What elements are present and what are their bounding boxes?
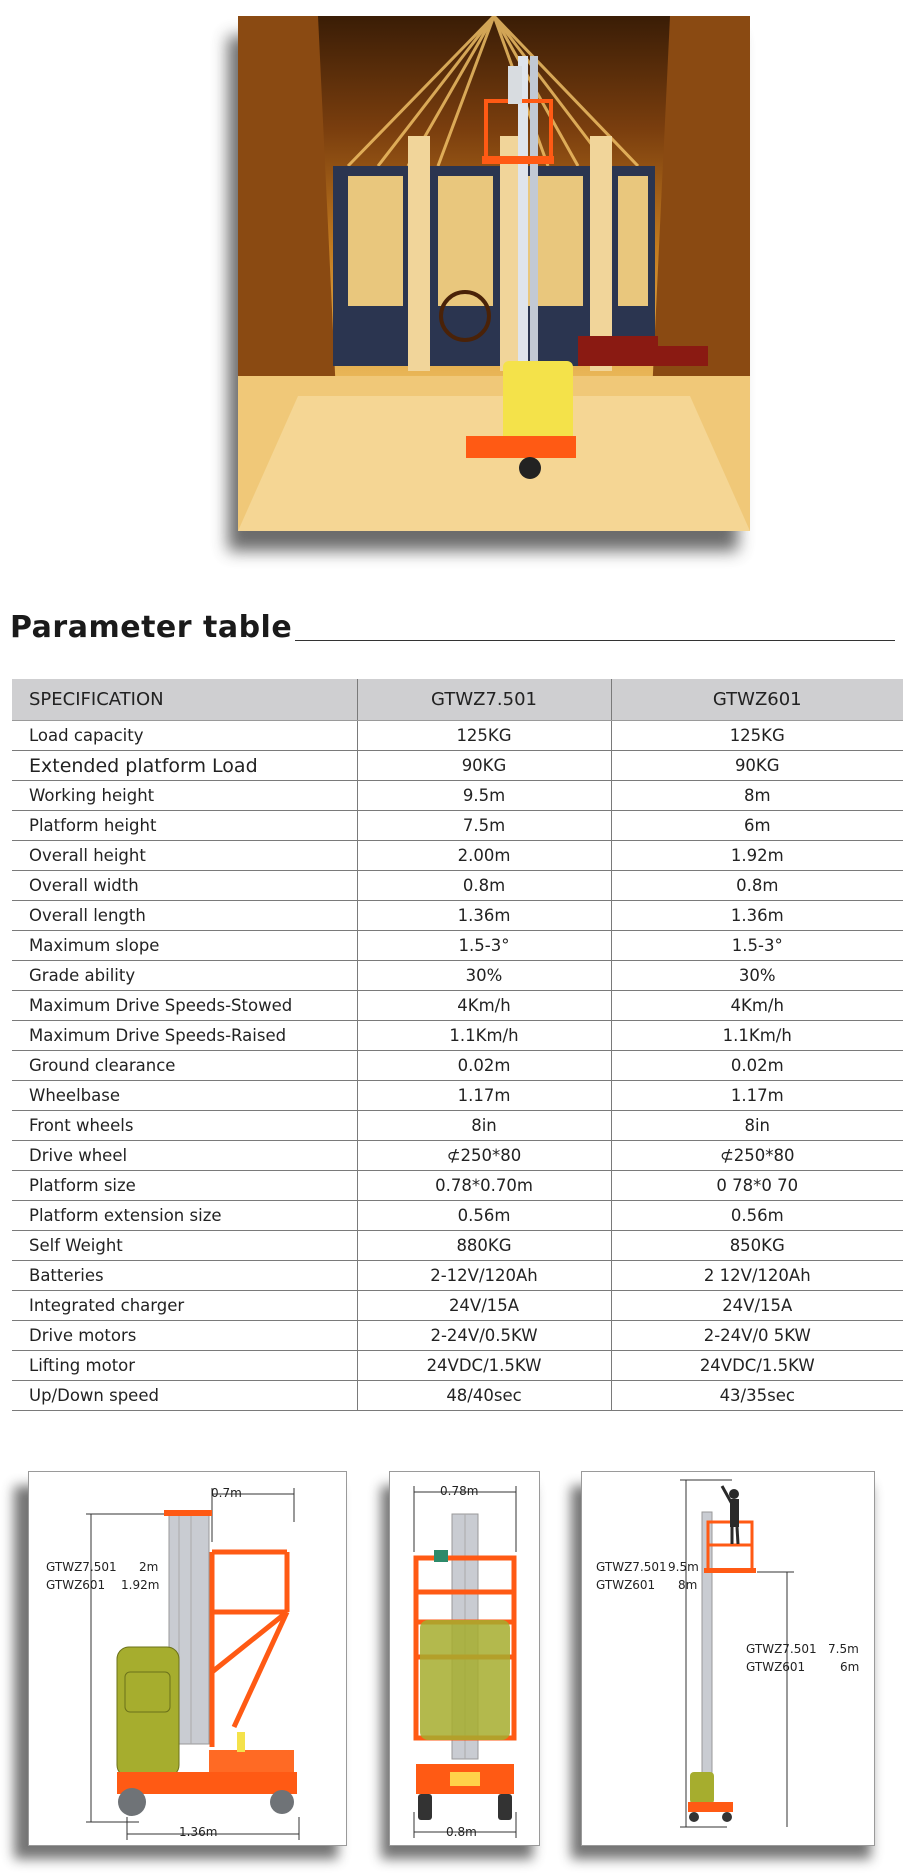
table-header-row [12, 679, 903, 721]
raised-view-platform-model-1-label: GTWZ7.501 [746, 1642, 817, 1656]
spec-name-cell: Up/Down speed [12, 1381, 357, 1411]
table-row [12, 901, 903, 931]
spec-name-cell: Maximum slope [12, 931, 357, 961]
table-row [12, 1141, 903, 1171]
raised-view-working-model-1-value: 9.5m [668, 1560, 699, 1574]
raised-view-platform-model-2-value: 6m [840, 1660, 860, 1674]
model-1-value-cell: 24VDC/1.5KW [357, 1351, 611, 1381]
table-row [12, 721, 903, 751]
spec-name-cell: Extended platform Load [12, 751, 357, 781]
model-2-value-cell: 30% [611, 961, 903, 991]
model-1-value-cell: 0.56m [357, 1201, 611, 1231]
model-2-value-cell: 850KG [611, 1231, 903, 1261]
model-2-value-cell: 0.02m [611, 1051, 903, 1081]
raised-view-platform-model-1-value: 7.5m [828, 1642, 859, 1656]
page-title: Parameter table [10, 610, 293, 645]
model-2-value-cell: 90KG [611, 751, 903, 781]
table-row [12, 751, 903, 781]
lobby-scene-illustration [238, 16, 750, 531]
table-row [12, 931, 903, 961]
spec-name-cell: Wheelbase [12, 1081, 357, 1111]
front-view-platform-width-label: 0.78m [440, 1484, 479, 1498]
column-header-model-1: GTWZ7.501 [357, 679, 611, 721]
table-row [12, 1291, 903, 1321]
model-2-value-cell: 1.92m [611, 841, 903, 871]
table-row [12, 871, 903, 901]
side-view-model-2-value: 1.92m [121, 1578, 160, 1592]
side-view-model-1-value: 2m [139, 1560, 159, 1574]
model-2-value-cell: 1.1Km/h [611, 1021, 903, 1051]
model-1-value-cell: 1.1Km/h [357, 1021, 611, 1051]
spec-name-cell: Overall width [12, 871, 357, 901]
model-2-value-cell: 1.17m [611, 1081, 903, 1111]
side-view-machine-illustration [29, 1472, 346, 1845]
parameter-table [12, 679, 903, 1411]
raised-view-drawing [581, 1471, 875, 1846]
table-row [12, 1021, 903, 1051]
side-view-width-label: 0.7m [211, 1486, 242, 1500]
spec-name-cell: Ground clearance [12, 1051, 357, 1081]
spec-name-cell: Self Weight [12, 1231, 357, 1261]
spec-name-cell: Load capacity [12, 721, 357, 751]
table-row [12, 991, 903, 1021]
model-1-value-cell: 2-12V/120Ah [357, 1261, 611, 1291]
table-row [12, 1171, 903, 1201]
model-1-value-cell: 880KG [357, 1231, 611, 1261]
table-row [12, 961, 903, 991]
spec-name-cell: Drive motors [12, 1321, 357, 1351]
model-1-value-cell: 0.8m [357, 871, 611, 901]
model-1-value-cell: 48/40sec [357, 1381, 611, 1411]
side-view-length-label: 1.36m [179, 1825, 218, 1839]
model-2-value-cell: 8m [611, 781, 903, 811]
spec-name-cell: Integrated charger [12, 1291, 357, 1321]
model-1-value-cell: 1.5-3° [357, 931, 611, 961]
spec-name-cell: Front wheels [12, 1111, 357, 1141]
model-2-value-cell: 125KG [611, 721, 903, 751]
model-2-value-cell: 8in [611, 1111, 903, 1141]
model-1-value-cell: 125KG [357, 721, 611, 751]
spec-name-cell: Platform extension size [12, 1201, 357, 1231]
model-2-value-cell: ⊄250*80 [611, 1141, 903, 1171]
model-1-value-cell: 0.02m [357, 1051, 611, 1081]
spec-name-cell: Drive wheel [12, 1141, 357, 1171]
front-view-overall-width-label: 0.8m [446, 1825, 477, 1839]
model-1-value-cell: 9.5m [357, 781, 611, 811]
spec-name-cell: Overall height [12, 841, 357, 871]
table-row [12, 841, 903, 871]
table-row [12, 1351, 903, 1381]
spec-name-cell: Batteries [12, 1261, 357, 1291]
front-view-machine-illustration [390, 1472, 539, 1845]
model-1-value-cell: ⊄250*80 [357, 1141, 611, 1171]
raised-view-machine-illustration [582, 1472, 874, 1845]
model-1-value-cell: 30% [357, 961, 611, 991]
column-header-specification: SPECIFICATION [12, 679, 357, 721]
model-1-value-cell: 1.36m [357, 901, 611, 931]
table-row [12, 811, 903, 841]
model-1-value-cell: 2-24V/0.5KW [357, 1321, 611, 1351]
table-row [12, 1201, 903, 1231]
spec-name-cell: Platform size [12, 1171, 357, 1201]
model-2-value-cell: 2 12V/120Ah [611, 1261, 903, 1291]
column-header-model-2: GTWZ601 [611, 679, 903, 721]
model-1-value-cell: 7.5m [357, 811, 611, 841]
model-1-value-cell: 2.00m [357, 841, 611, 871]
raised-view-working-model-2-label: GTWZ601 [596, 1578, 656, 1592]
model-1-value-cell: 1.17m [357, 1081, 611, 1111]
model-1-value-cell: 8in [357, 1111, 611, 1141]
table-row [12, 1381, 903, 1411]
model-2-value-cell: 1.36m [611, 901, 903, 931]
raised-view-working-model-2-value: 8m [678, 1578, 698, 1592]
model-2-value-cell: 0.8m [611, 871, 903, 901]
model-1-value-cell: 24V/15A [357, 1291, 611, 1321]
model-2-value-cell: 43/35sec [611, 1381, 903, 1411]
table-row [12, 781, 903, 811]
spec-name-cell: Lifting motor [12, 1351, 357, 1381]
model-2-value-cell: 0.56m [611, 1201, 903, 1231]
spec-name-cell: Working height [12, 781, 357, 811]
model-2-value-cell: 24VDC/1.5KW [611, 1351, 903, 1381]
spec-name-cell: Overall length [12, 901, 357, 931]
parameter-table-body [12, 721, 903, 1411]
table-row [12, 1321, 903, 1351]
spec-name-cell: Grade ability [12, 961, 357, 991]
model-1-value-cell: 0.78*0.70m [357, 1171, 611, 1201]
raised-view-working-model-1-label: GTWZ7.501 [596, 1560, 667, 1574]
front-view-drawing [389, 1471, 540, 1846]
model-2-value-cell: 4Km/h [611, 991, 903, 1021]
side-view-model-2-label: GTWZ601 [46, 1578, 106, 1592]
hero-photo [238, 16, 750, 531]
model-2-value-cell: 0 78*0 70 [611, 1171, 903, 1201]
spec-name-cell: Platform height [12, 811, 357, 841]
model-2-value-cell: 1.5-3° [611, 931, 903, 961]
model-2-value-cell: 6m [611, 811, 903, 841]
side-view-drawing [28, 1471, 347, 1846]
model-2-value-cell: 2-24V/0 5KW [611, 1321, 903, 1351]
table-row [12, 1051, 903, 1081]
raised-view-platform-model-2-label: GTWZ601 [746, 1660, 806, 1674]
title-divider [295, 640, 895, 641]
table-row [12, 1231, 903, 1261]
spec-name-cell: Maximum Drive Speeds-Stowed [12, 991, 357, 1021]
table-row [12, 1261, 903, 1291]
model-1-value-cell: 4Km/h [357, 991, 611, 1021]
spec-name-cell: Maximum Drive Speeds-Raised [12, 1021, 357, 1051]
table-row [12, 1111, 903, 1141]
side-view-model-1-label: GTWZ7.501 [46, 1560, 117, 1574]
table-row [12, 1081, 903, 1111]
model-1-value-cell: 90KG [357, 751, 611, 781]
model-2-value-cell: 24V/15A [611, 1291, 903, 1321]
